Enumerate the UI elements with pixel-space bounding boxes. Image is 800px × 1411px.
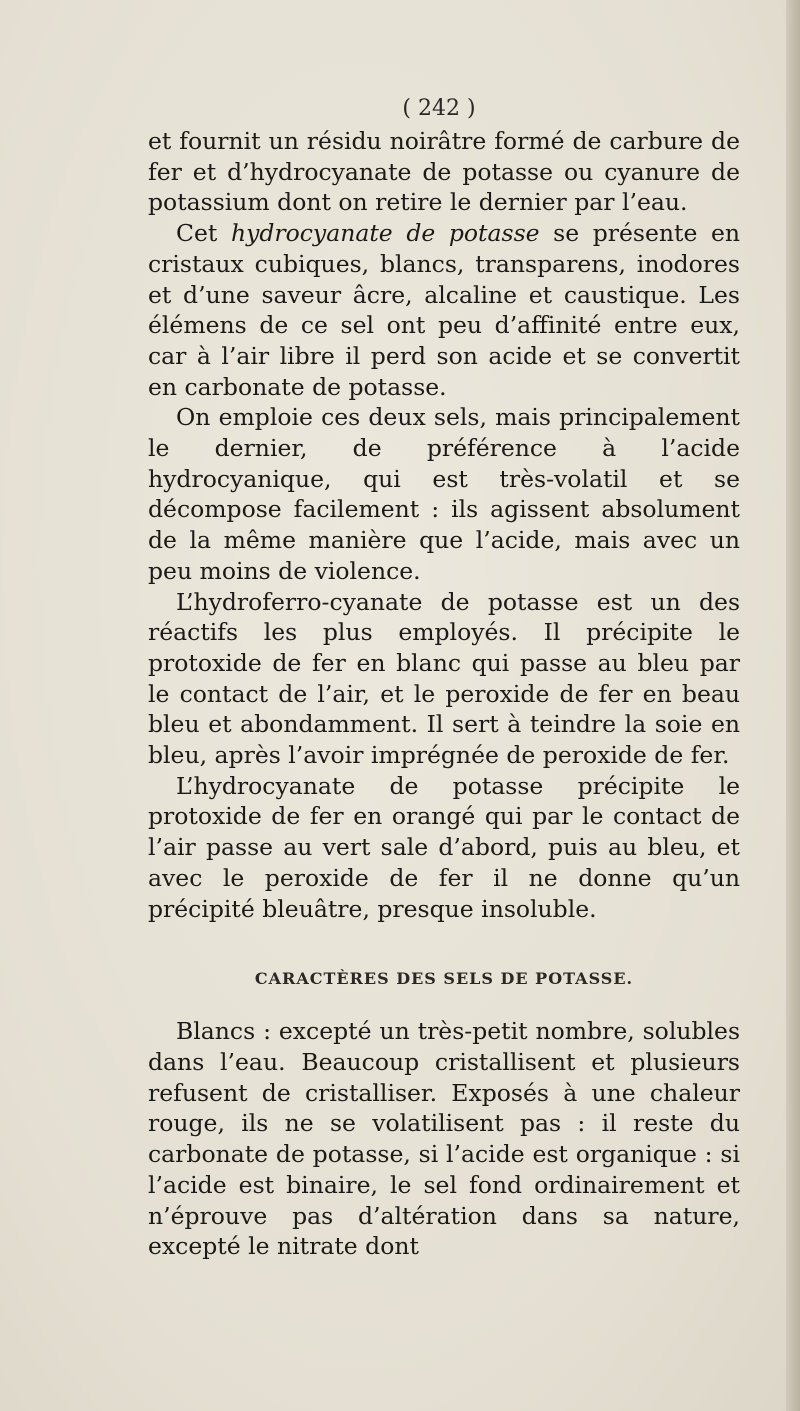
- paragraph-2-italic-term: hydrocyanate de potasse: [230, 219, 540, 248]
- paragraph-6: Blancs : excepté un très-petit nombre, solubles dans l’eau. Beaucoup cristallisent et plusieurs refusent de cristalliser. Exposés à une chaleur rouge, ils ne se volatilisent pas : il reste du carbonate de potasse, si l’acide est organique : si l’acide est binaire, le sel fond ordinairement et n’éprouve pas d’altération dans sa nature, excepté le nitrate dont: [148, 1017, 740, 1261]
- section-heading: CARACTÈRES DES SELS DE POTASSE.: [254, 969, 634, 989]
- paragraph-2-rest: se présente en cristaux cubiques, blancs, transparens, inodores et d’une saveur âcre, alcaline et caustique. Les élémens de ce sel ont peu d’affinité entre eux, car à l’air libre il perd son acide et se convertit en carbonate de potasse.: [148, 219, 740, 401]
- paragraph-5: L’hydrocyanate de potasse précipite le protoxide de fer en orangé qui par le contact de l’air passe au vert sale d’abord, puis au bleu, et avec le peroxide de fer il ne donne qu’un précipité bleuâtre, presque insoluble.: [148, 771, 740, 923]
- paragraph-4: L’hydroferro-cyanate de potasse est un des réactifs les plus employés. Il précipite le protoxide de fer en blanc qui passe au bleu par le contact de l’air, et le peroxide de fer en beau bleu et abondamment. Il sert à teindre la soie en bleu, après l’avoir imprégnée de peroxide de fer.: [148, 587, 740, 770]
- paragraph-2: [148, 218, 740, 402]
- paragraph-1: et fournit un résidu noirâtre formé de carbure de fer et d’hydrocyanate de potasse ou cyanure de potassium dont on retire le dernier par l’eau.: [148, 127, 740, 217]
- paragraph-3: On emploie ces deux sels, mais principalement le dernier, de préférence à l’acide hydrocyanique, qui est très-volatil et se décompose facilement : ils agissent absolument de la même manière que l’acide, mais avec un peu moins de violence.: [148, 403, 740, 585]
- page-edge: [786, 0, 800, 1411]
- text-block: [148, 94, 740, 1262]
- page-number: ( 242 ): [402, 96, 476, 121]
- paragraph-2-lead: Cet: [176, 219, 231, 248]
